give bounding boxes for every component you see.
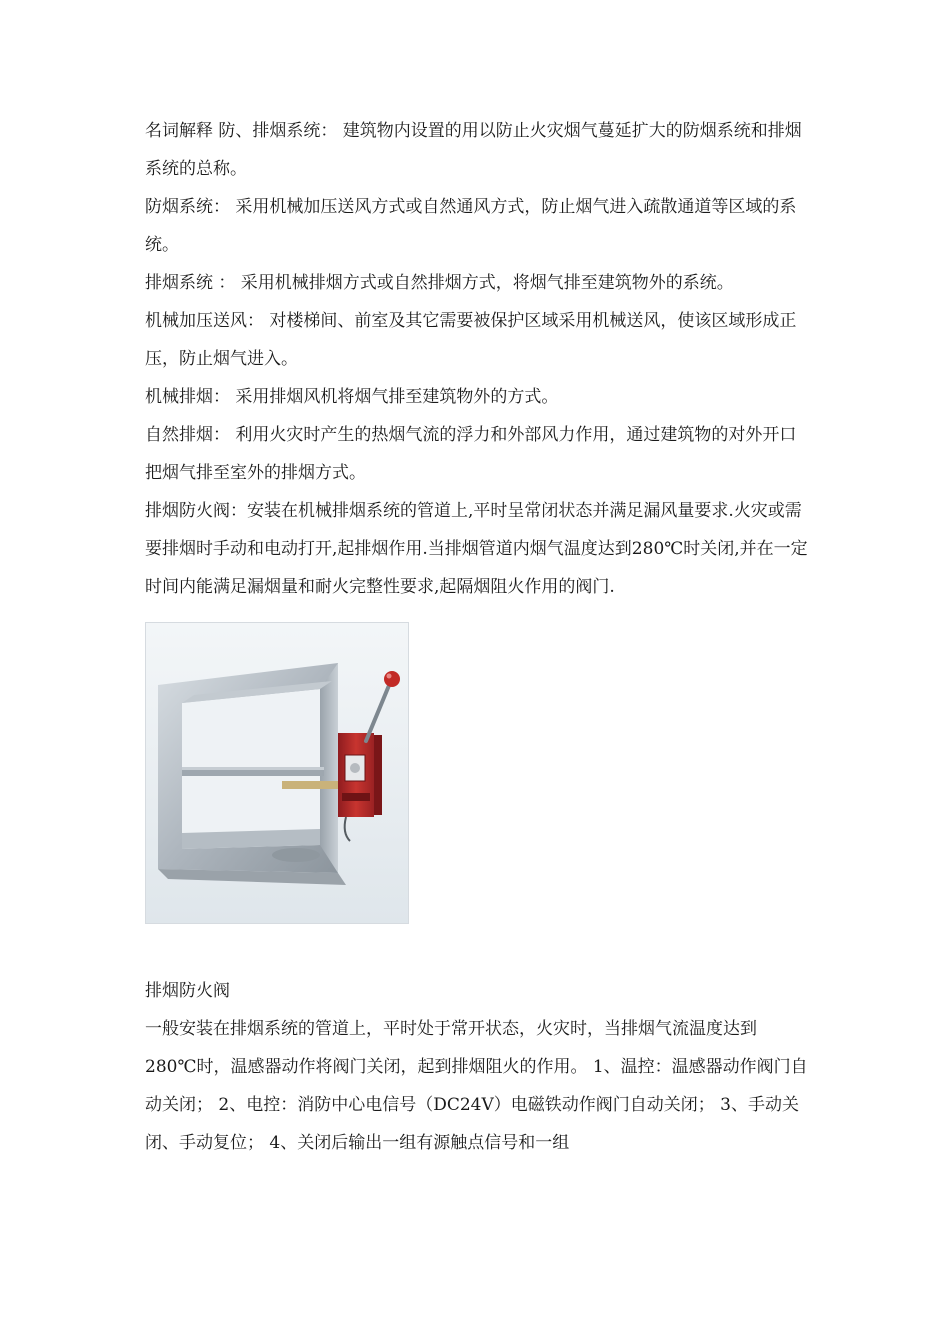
paragraph-exhaust-fire-damper: 排烟防火阀：安装在机械排烟系统的管道上,平时呈常闭状态并满足漏风量要求.火灾或需要排烟时手动和电动打开,起排烟作用.当排烟管道内烟气温度达到280℃时关闭,并在一定时间内能满足漏烟量和耐火完整性要求,起隔烟阻火作用的阀门. bbox=[145, 501, 808, 597]
paragraph-natural-exhaust: 自然排烟： 利用火灾时产生的热烟气流的浮力和外部风力作用，通过建筑物的对外开口把烟气排至室外的排烟方式。 bbox=[145, 425, 797, 483]
document-page bbox=[145, 112, 810, 1162]
section-body: 一般安装在排烟系统的管道上，平时处于常开状态，火灾时，当排烟气流温度达到 280℃时，温感器动作将阀门关闭，起到排烟阻火的作用。 1、温控：温感器动作阀门自动关闭； 2、电控：消防中心电信号（DC24V）电磁铁动作阀门自动关闭； 3、手动关闭、手动复位； 4、关闭后输出一组有源触点信号和一组 bbox=[145, 1019, 808, 1153]
paragraph-smoke-exhaust: 排烟系统 ： 采用机械排烟方式或自然排烟方式，将烟气排至建筑物外的系统。 bbox=[145, 273, 734, 293]
section-title: 排烟防火阀 bbox=[145, 981, 230, 1001]
paragraph-mechanical-exhaust: 机械排烟： 采用排烟风机将烟气排至建筑物外的方式。 bbox=[145, 387, 559, 407]
paragraph-definition: 名词解释 防、排烟系统： 建筑物内设置的用以防止火灾烟气蔓延扩大的防烟系统和排烟系统的总称。 bbox=[145, 121, 802, 179]
paragraph-mechanical-pressurization: 机械加压送风： 对楼梯间、前室及其它需要被保护区域采用机械送风，使该区域形成正压，防止烟气进入。 bbox=[145, 311, 797, 369]
paragraph-smoke-control: 防烟系统： 采用机械加压送风方式或自然通风方式，防止烟气进入疏散通道等区域的系统。 bbox=[145, 197, 797, 255]
smoke-damper-photo bbox=[145, 622, 409, 924]
smoke-damper-icon bbox=[146, 623, 408, 923]
